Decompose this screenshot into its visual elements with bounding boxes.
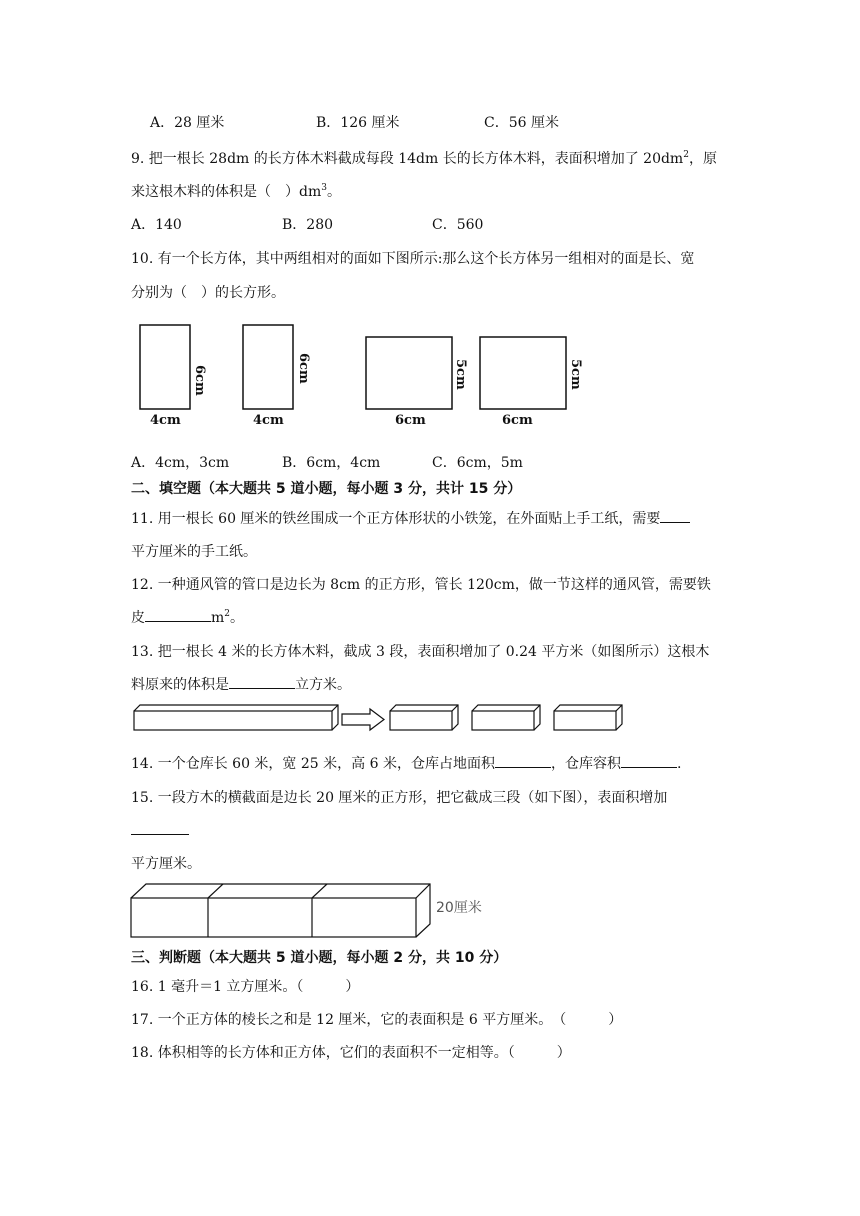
q9-line1-end: ，原 <box>688 151 717 167</box>
q10-line1: 10. 有一个长方体，其中两组相对的面如下图所示:那么这个长方体另一组相对的面是长、宽 <box>131 251 695 267</box>
q11-line2: 平方厘米的手工纸。 <box>131 544 257 560</box>
q13-line2-end: 立方米。 <box>295 677 351 693</box>
q10-figure <box>120 315 600 435</box>
piece-2 <box>472 705 540 730</box>
q15-side-label: 20厘米 <box>436 900 482 916</box>
rect-1-height-label: 6cm <box>192 365 207 396</box>
q17-line: 17. 一个正方体的棱长之和是 12 厘米，它的表面积是 6 平方厘米。 （ ） <box>131 1012 623 1028</box>
q10-option-a: A．4cm，3cm <box>131 455 230 471</box>
q12-sup: 2 <box>224 609 231 619</box>
q12-unit: m <box>211 610 225 626</box>
q14-text-end: . <box>676 756 682 772</box>
q16-line: 16. 1 毫升＝1 立方厘米。（ ） <box>131 979 360 995</box>
q10-option-b: B．6cm，4cm <box>282 455 381 471</box>
q13-blank[interactable] <box>229 676 295 689</box>
q9-line1-text: 9. 把一根长 28dm 的长方体木料截成每段 14dm 长的长方体木料，表面积增加了 20dm <box>131 151 684 167</box>
q12-line2-end: 。 <box>230 610 245 626</box>
section-2-heading: 二、填空题（本大题共 5 道小题，每小题 3 分，共计 15 分） <box>131 481 522 497</box>
rect-2 <box>243 325 293 409</box>
q15-line1: 15. 一段方木的横截面是边长 20 厘米的正方形，把它截成三段（如下图），表面积增加 <box>131 790 668 806</box>
rect-1-width-label: 4cm <box>150 413 181 428</box>
q9-option-a: A．140 <box>131 217 182 233</box>
beam-front <box>131 898 416 937</box>
q14-blank-2[interactable] <box>621 755 677 768</box>
rect-3-height-label: 5cm <box>453 359 468 390</box>
q9-sup2: 3 <box>321 183 327 193</box>
q9-line2-end: 。 <box>326 184 341 200</box>
q10-option-c: C．6cm，5m <box>432 455 523 471</box>
q13-line1: 13. 把一根长 4 米的长方体木料，截成 3 段，表面积增加了 0.24 平方米（如图所示）这根木 <box>131 644 710 660</box>
q11-line1 <box>131 508 690 528</box>
q9-option-b: B．280 <box>282 217 334 233</box>
q12-blank[interactable] <box>145 609 211 622</box>
q12-line1: 12. 一种通风管的管口是边长为 8cm 的正方形，管长 120cm，做一节这样的通风管，需要铁 <box>131 577 711 593</box>
q13-line2-start: 料原来的体积是 <box>131 677 229 693</box>
rect-2-width-label: 4cm <box>253 413 284 428</box>
beam-top-right <box>131 884 430 937</box>
q13-line2 <box>131 674 351 694</box>
piece-1 <box>390 705 458 730</box>
q8-option-c: C．56 厘米 <box>484 115 559 131</box>
piece-3 <box>554 705 622 730</box>
q15-line3: 平方厘米。 <box>131 856 201 872</box>
rect-2-height-label: 6cm <box>296 353 311 384</box>
q14-text-start: 14. 一个仓库长 60 米，宽 25 米，高 6 米，仓库占地面积 <box>131 756 495 772</box>
q11-blank[interactable] <box>660 510 690 523</box>
q9-line2 <box>131 181 341 201</box>
long-bar <box>134 705 338 730</box>
q14-line <box>131 753 681 773</box>
q14-text-mid: ，仓库容积 <box>550 756 621 772</box>
section-3-heading: 三、判断题（本大题共 5 道小题，每小题 2 分，共 10 分） <box>131 950 508 966</box>
q9-sup1: 2 <box>683 150 689 160</box>
rect-4-width-label: 6cm <box>502 413 533 428</box>
rect-4-height-label: 5cm <box>568 359 583 390</box>
q9-option-c: C．560 <box>432 217 484 233</box>
q12-line2-start: 皮 <box>131 610 145 626</box>
q14-blank-1[interactable] <box>495 755 551 768</box>
arrow-icon <box>342 709 384 730</box>
q11-text: 11. 用一根长 60 厘米的铁丝围成一个正方体形状的小铁笼，在外面贴上手工纸，需要 <box>131 511 661 527</box>
q12-line2 <box>131 607 244 627</box>
rect-3 <box>366 337 452 409</box>
rect-4 <box>480 337 566 409</box>
q9-line1 <box>131 148 717 168</box>
q18-line: 18. 体积相等的长方体和正方体，它们的表面积不一定相等。（ ） <box>131 1045 571 1061</box>
q15-figure <box>128 880 498 942</box>
rect-1 <box>140 325 190 409</box>
q13-figure <box>128 700 638 738</box>
q9-line2-text: 来这根木料的体积是（ ）dm <box>131 184 322 200</box>
q15-blank[interactable] <box>131 834 189 835</box>
q8-option-a: A．28 厘米 <box>150 115 225 131</box>
q8-option-b: B．126 厘米 <box>316 115 400 131</box>
rect-3-width-label: 6cm <box>395 413 426 428</box>
q10-line2: 分别为（ ）的长方形。 <box>131 285 285 301</box>
